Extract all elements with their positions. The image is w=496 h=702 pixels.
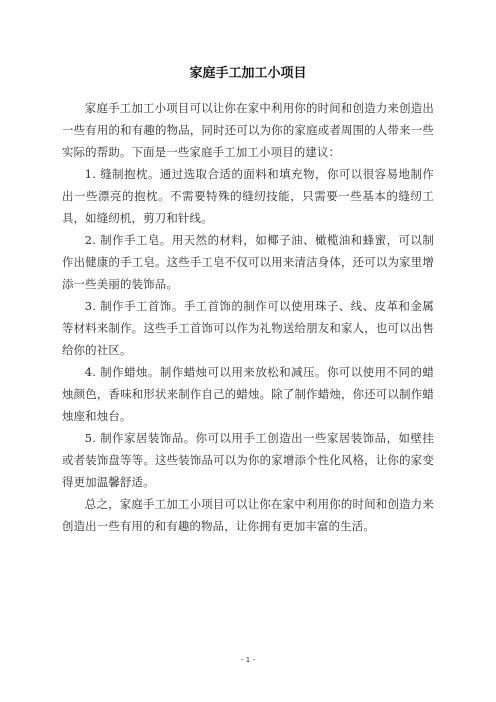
item-paragraph-3: 3. 制作手工首饰。手工首饰的制作可以使用珠子、线、皮革和金属等材料来制作。这些手工首饰可以作为礼物送给朋友和家人，也可以出售给你的社区。: [62, 299, 434, 357]
intro-paragraph: 家庭手工加工小项目可以让你在家中利用你的时间和创造力来创造出一些有用的和有趣的物品，同时还可以为你的家庭或者周围的人带来一些实际的帮助。下面是一些家庭手工加工小项目的建议：: [62, 101, 434, 159]
document-title: 家庭手工加工小项目: [189, 66, 307, 81]
item-paragraph-2: 2. 制作手工皂。用天然的材料，如椰子油、橄榄油和蜂蜜，可以制作出健康的手工皂。这些手工皂不仅可以用来清洁身体，还可以为家里增添一些美丽的装饰品。: [62, 233, 434, 291]
item-paragraph-1: 1. 缝制抱枕。通过选取合适的面料和填充物，你可以很容易地制作出一些漂亮的抱枕。不需要特殊的缝纫技能，只需要一些基本的缝纫工具，如缝纫机，剪刀和针线。: [62, 167, 434, 225]
item-paragraph-4: 4. 制作蜡烛。制作蜡烛可以用来放松和减压。你可以使用不同的蜡烛颜色，香味和形状来制作自己的蜡烛。除了制作蜡烛，你还可以制作蜡烛座和烛台。: [62, 365, 434, 423]
document-body: [62, 97, 434, 537]
conclusion-paragraph: 总之，家庭手工加工小项目可以让你在家中利用你的时间和创造力来创造出一些有用的和有趣的物品，让你拥有更加丰富的生活。: [62, 497, 434, 533]
item-paragraph-5: 5. 制作家居装饰品。你可以用手工创造出一些家居装饰品，如壁挂或者装饰盘等等。这些装饰品可以为你的家增添个性化风格，让你的家变得更加温馨舒适。: [62, 431, 434, 489]
page-number: - 1 -: [241, 656, 255, 664]
